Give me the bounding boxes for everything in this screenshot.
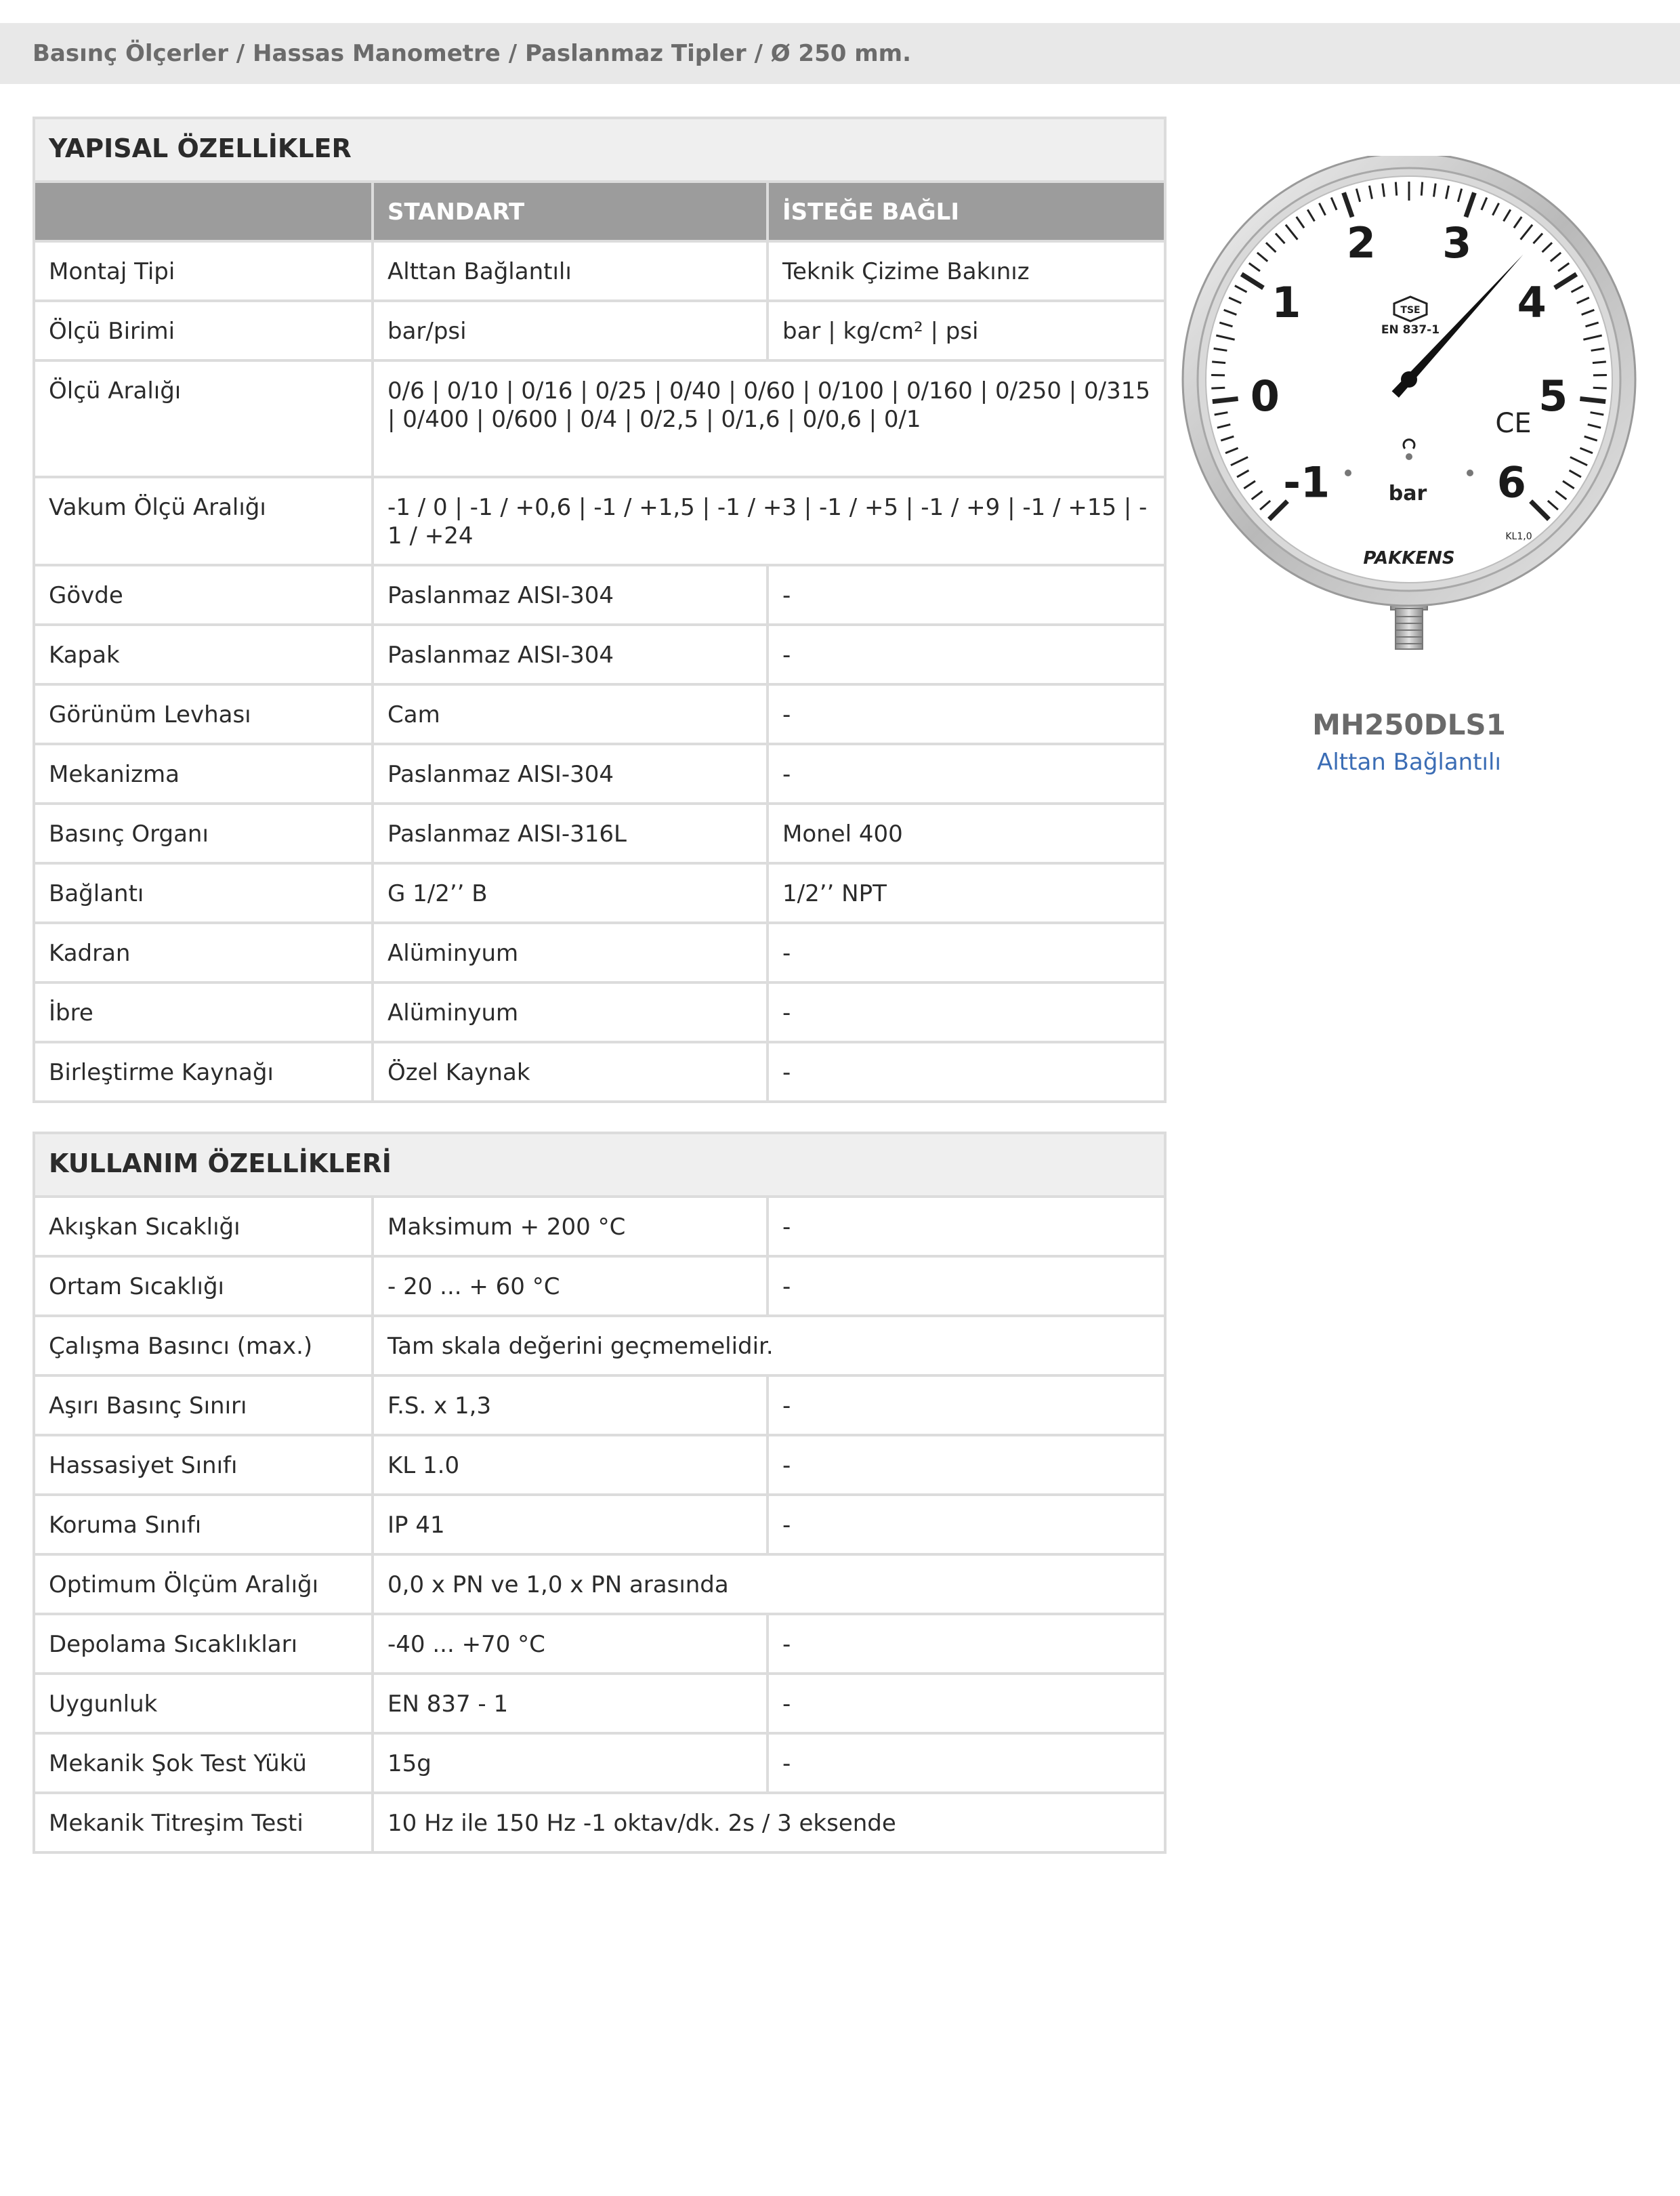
- row-optional: bar | kg/cm² | psi: [768, 301, 1165, 360]
- table-row: [34, 1375, 1165, 1435]
- row-standard: Paslanmaz AISI-316L: [373, 804, 768, 863]
- structural-features-table: [33, 117, 1167, 1103]
- needle-hub: [1401, 371, 1417, 388]
- row-label: Koruma Sınıfı: [34, 1495, 373, 1554]
- minor-tick: [1395, 182, 1396, 196]
- table-row: [34, 360, 1165, 477]
- row-label: Kapak: [34, 625, 373, 684]
- dial-number: 4: [1517, 278, 1547, 328]
- row-optional: -: [768, 1733, 1165, 1793]
- row-standard: 0/6 | 0/10 | 0/16 | 0/25 | 0/40 | 0/60 | 0/100 | 0/160 | 0/250 | 0/315 | 0/400 | 0/600 | 0/4 | 0/2,5 | 0/1,6 | 0/0,6 | 0/1: [373, 360, 1165, 477]
- row-standard: Cam: [373, 684, 768, 744]
- row-label: Optimum Ölçüm Aralığı: [34, 1554, 373, 1614]
- row-label: Bağlantı: [34, 863, 373, 923]
- row-label: Mekanik Titreşim Testi: [34, 1793, 373, 1852]
- table-row: [34, 744, 1165, 804]
- row-optional: Monel 400: [768, 804, 1165, 863]
- row-label: Gövde: [34, 565, 373, 625]
- row-standard: -40 ... +70 °C: [373, 1614, 768, 1674]
- dial-number: 3: [1442, 218, 1472, 268]
- row-optional: -: [768, 1197, 1165, 1256]
- row-label: Vakum Ölçü Aralığı: [34, 477, 373, 565]
- row-label: Aşırı Basınç Sınırı: [34, 1375, 373, 1435]
- row-optional: -: [768, 1435, 1165, 1495]
- row-label: Akışkan Sıcaklığı: [34, 1197, 373, 1256]
- table-row: [34, 241, 1165, 301]
- breadcrumb: Basınç Ölçerler / Hassas Manometre / Paslanmaz Tipler / Ø 250 mm.: [0, 23, 1680, 84]
- table-row: [34, 804, 1165, 863]
- brand-logo: PAKKENS: [1363, 548, 1455, 568]
- table-row: [34, 863, 1165, 923]
- major-tick: [1580, 398, 1605, 401]
- row-optional: -: [768, 1256, 1165, 1316]
- product-subtitle: Alttan Bağlantılı: [1317, 749, 1501, 776]
- table-row: [34, 1733, 1165, 1793]
- row-standard: 0,0 x PN ve 1,0 x PN arasında: [373, 1554, 1165, 1614]
- row-standard: F.S. x 1,3: [373, 1375, 768, 1435]
- table-row: [34, 1554, 1165, 1614]
- row-optional: -: [768, 1042, 1165, 1102]
- row-standard: Alüminyum: [373, 923, 768, 982]
- row-standard: Tam skala değerini geçmemelidir.: [373, 1316, 1165, 1375]
- svg-text:TSE: TSE: [1400, 305, 1421, 316]
- row-optional: -: [768, 1375, 1165, 1435]
- row-standard: Paslanmaz AISI-304: [373, 625, 768, 684]
- row-standard: G 1/2’’ B: [373, 863, 768, 923]
- column-header-optional: İSTEĞE BAĞLI: [768, 182, 1165, 241]
- table-row: [34, 1042, 1165, 1102]
- table-row: [34, 565, 1165, 625]
- dial-number: -1: [1283, 457, 1330, 507]
- product-model: MH250DLS1: [1312, 708, 1506, 741]
- minor-tick: [1421, 182, 1422, 196]
- dial-number: 6: [1496, 457, 1526, 507]
- dial-number: 0: [1250, 371, 1280, 421]
- table-row: [34, 1614, 1165, 1674]
- row-label: Depolama Sıcaklıkları: [34, 1614, 373, 1674]
- row-label: Ölçü Aralığı: [34, 360, 373, 477]
- product-image: [1179, 156, 1639, 698]
- row-label: Montaj Tipi: [34, 241, 373, 301]
- row-optional: 1/2’’ NPT: [768, 863, 1165, 923]
- unit-label: bar: [1388, 482, 1427, 505]
- major-tick: [1213, 398, 1238, 401]
- row-label: Birleştirme Kaynağı: [34, 1042, 373, 1102]
- row-standard: Özel Kaynak: [373, 1042, 768, 1102]
- structural-features-title: YAPISAL ÖZELLİKLER: [34, 118, 1165, 182]
- row-label: Basınç Organı: [34, 804, 373, 863]
- row-optional: -: [768, 565, 1165, 625]
- row-optional: -: [768, 1495, 1165, 1554]
- table-row: [34, 1256, 1165, 1316]
- row-label: Çalışma Basıncı (max.): [34, 1316, 373, 1375]
- minor-tick: [1593, 362, 1606, 363]
- row-label: Kadran: [34, 923, 373, 982]
- usage-features-table: [33, 1132, 1167, 1854]
- row-optional: -: [768, 1614, 1165, 1674]
- row-label: İbre: [34, 982, 373, 1042]
- table-row: [34, 477, 1165, 565]
- table-row: [34, 625, 1165, 684]
- standard-label: EN 837-1: [1381, 323, 1440, 337]
- dial-number: 1: [1272, 278, 1301, 328]
- table-row: [34, 1495, 1165, 1554]
- row-label: Görünüm Levhası: [34, 684, 373, 744]
- accuracy-class-label: KL1,0: [1505, 531, 1532, 542]
- row-standard: -1 / 0 | -1 / +0,6 | -1 / +1,5 | -1 / +3 | -1 / +5 | -1 / +9 | -1 / +15 | -1 / +24: [373, 477, 1165, 565]
- row-label: Ölçü Birimi: [34, 301, 373, 360]
- row-standard: bar/psi: [373, 301, 768, 360]
- row-standard: - 20 ... + 60 °C: [373, 1256, 768, 1316]
- row-standard: Maksimum + 200 °C: [373, 1197, 768, 1256]
- ce-mark: CE: [1495, 408, 1532, 439]
- table-row: [34, 301, 1165, 360]
- dial-number: 2: [1346, 218, 1376, 268]
- row-label: Mekanik Şok Test Yükü: [34, 1733, 373, 1793]
- row-label: Mekanizma: [34, 744, 373, 804]
- row-optional: -: [768, 744, 1165, 804]
- minor-tick: [1212, 362, 1225, 363]
- table-row: [34, 1197, 1165, 1256]
- row-optional: Teknik Çizime Bakınız: [768, 241, 1165, 301]
- column-header-standard: STANDART: [373, 182, 768, 241]
- table-row: [34, 1316, 1165, 1375]
- pressure-gauge-illustration: [1179, 156, 1639, 698]
- row-standard: EN 837 - 1: [373, 1674, 768, 1733]
- row-standard: KL 1.0: [373, 1435, 768, 1495]
- row-standard: Paslanmaz AISI-304: [373, 744, 768, 804]
- row-optional: -: [768, 982, 1165, 1042]
- dial-number: 5: [1538, 371, 1568, 421]
- row-label: Ortam Sıcaklığı: [34, 1256, 373, 1316]
- table-row: [34, 982, 1165, 1042]
- row-standard: 15g: [373, 1733, 768, 1793]
- row-label: Hassasiyet Sınıfı: [34, 1435, 373, 1495]
- table-row: [34, 684, 1165, 744]
- row-standard: Alttan Bağlantılı: [373, 241, 768, 301]
- row-optional: -: [768, 625, 1165, 684]
- row-standard: Paslanmaz AISI-304: [373, 565, 768, 625]
- row-optional: -: [768, 1674, 1165, 1733]
- table-row: [34, 1674, 1165, 1733]
- usage-features-title: KULLANIM ÖZELLİKLERİ: [34, 1133, 1165, 1197]
- row-label: Uygunluk: [34, 1674, 373, 1733]
- row-standard: Alüminyum: [373, 982, 768, 1042]
- column-header-blank: [34, 182, 373, 241]
- table-row: [34, 1793, 1165, 1852]
- row-optional: -: [768, 923, 1165, 982]
- row-optional: -: [768, 684, 1165, 744]
- row-standard: 10 Hz ile 150 Hz -1 oktav/dk. 2s / 3 eksende: [373, 1793, 1165, 1852]
- row-standard: IP 41: [373, 1495, 768, 1554]
- table-row: [34, 923, 1165, 982]
- table-row: [34, 1435, 1165, 1495]
